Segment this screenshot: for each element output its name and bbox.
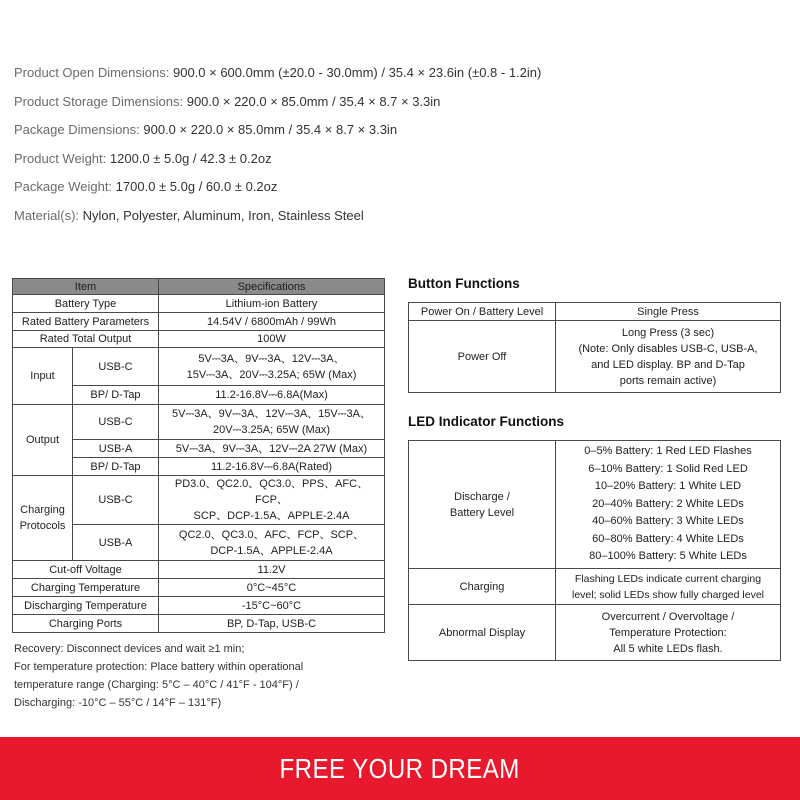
table-row: [13, 331, 385, 348]
discharging-temperature-label: Discharging Temperature: [13, 597, 159, 615]
header-specifications: Specifications: [159, 279, 385, 295]
input-bp-value: 11.2-16.8V⎓6.8A(Max): [159, 386, 385, 405]
charging-value: [556, 569, 781, 605]
abnormal-line: Overcurrent / Overvoltage /: [601, 610, 735, 623]
power-off-line: and LED display. BP and D-Tap: [591, 358, 745, 371]
recovery-notes: [14, 640, 394, 712]
input-usbc-label: USB-C: [73, 348, 159, 386]
output-usbc-value: [159, 405, 385, 440]
output-usbc-line: 5V⎓3A、9V⎓3A、12V⎓3A、15V⎓3A、: [172, 408, 371, 420]
charging-line: level; solid LEDs show fully charged level: [571, 588, 764, 601]
table-row: [13, 313, 385, 331]
note-line: For temperature protection: Place battery within operational: [14, 661, 304, 673]
rated-output-value: 100W: [159, 331, 385, 348]
specifications-table: [12, 278, 385, 633]
table-row: [409, 605, 781, 661]
output-usba-value: 5V⎓3A、9V⎓3A、12V⎓2A 27W (Max): [159, 440, 385, 458]
table-row: [409, 303, 781, 321]
abnormal-display-value: [556, 605, 781, 661]
led-functions-title: LED Indicator Functions: [408, 414, 565, 429]
discharge-line: 40–60% Battery: 3 White LEDs: [592, 515, 744, 528]
charging-temperature-value: 0°C~45°C: [159, 579, 385, 597]
power-off-line: ports remain active): [619, 374, 717, 387]
table-row: [13, 348, 385, 386]
rated-output-label: Rated Total Output: [13, 331, 159, 348]
cutoff-voltage-value: 11.2V: [159, 561, 385, 579]
note-line: temperature range (Charging: 5°C – 40°C / 41°F - 104°F) /: [14, 679, 299, 691]
button-functions-table: [408, 302, 781, 393]
abnormal-line: All 5 white LEDs flash.: [613, 642, 723, 655]
table-row: [13, 597, 385, 615]
header-item: Item: [13, 279, 159, 295]
discharge-line: 60–80% Battery: 4 White LEDs: [592, 532, 744, 545]
banner-slogan: FREE YOUR DREAM: [279, 752, 521, 784]
package-weight-line: Package Weight: 1700.0 ± 5.0g / 60.0 ± 0.2oz: [14, 179, 278, 195]
bottom-banner: [0, 737, 800, 800]
discharge-label-line: Battery Level: [449, 506, 515, 519]
input-bp-label: BP/ D-Tap: [73, 386, 159, 405]
discharge-label-line: Discharge /: [454, 490, 510, 503]
battery-type-label: Battery Type: [13, 295, 159, 313]
button-functions-title: Button Functions: [408, 276, 520, 291]
power-on-value: Single Press: [556, 303, 781, 321]
charging-temperature-label: Charging Temperature: [13, 579, 159, 597]
charging-protocols-line: Charging: [20, 504, 65, 516]
table-row: [409, 441, 781, 569]
package-dimensions-line: Package Dimensions: 900.0 × 220.0 × 85.0mm / 35.4 × 8.7 × 3.3in: [14, 122, 398, 138]
table-row: [409, 569, 781, 605]
product-dimensions: [14, 62, 541, 234]
abnormal-display-label: Abnormal Display: [409, 605, 556, 661]
charging-protocols-label: [13, 476, 73, 561]
open-dimensions-line: Product Open Dimensions: 900.0 × 600.0mm (±20.0 - 30.0mm) / 35.4 × 23.6in (±0.8 - 1.2in): [14, 65, 542, 80]
power-off-line: (Note: Only disables USB-C, USB-A,: [578, 342, 758, 355]
table-row: [13, 561, 385, 579]
power-on-label: Power On / Battery Level: [409, 303, 556, 321]
discharge-line: 80–100% Battery: 5 White LEDs: [589, 550, 747, 563]
protocols-usbc-label: USB-C: [73, 476, 159, 525]
note-line: Discharging: -10°C – 55°C / 14°F – 131°F): [14, 697, 222, 709]
materials-line: Material(s): Nylon, Polyester, Aluminum, Iron, Stainless Steel: [14, 207, 364, 223]
abnormal-line: Temperature Protection:: [609, 626, 727, 639]
input-usbc-line: 5V⎓3A、9V⎓3A、12V⎓3A、: [198, 352, 345, 365]
output-label: Output: [13, 405, 73, 476]
charging-protocols-line: Protocols: [19, 520, 66, 532]
protocols-usba-value: [159, 525, 385, 561]
storage-dimensions-line: Product Storage Dimensions: 900.0 × 220.0 × 85.0mm / 35.4 × 8.7 × 3.3in: [14, 93, 441, 109]
spec-header-row: [13, 279, 385, 295]
cutoff-voltage-label: Cut-off Voltage: [13, 561, 159, 579]
output-usba-label: USB-A: [73, 440, 159, 458]
table-row: [13, 615, 385, 633]
discharge-line: 10–20% Battery: 1 White LED: [594, 480, 742, 493]
discharge-line: 20–40% Battery: 2 White LEDs: [592, 497, 744, 510]
power-off-line: Long Press (3 sec): [621, 326, 715, 339]
charging-ports-label: Charging Ports: [13, 615, 159, 633]
table-row: [409, 321, 781, 393]
protocols-usba-line: DCP-1.5A、APPLE-2.4A: [210, 544, 333, 557]
rated-params-value: 14.54V / 6800mAh / 99Wh: [159, 313, 385, 331]
table-row: [13, 295, 385, 313]
discharge-value: [556, 441, 781, 569]
power-off-label: Power Off: [409, 321, 556, 393]
discharge-line: 6–10% Battery: 1 Solid Red LED: [588, 462, 748, 475]
input-label: Input: [13, 348, 73, 405]
power-off-value: [556, 321, 781, 393]
table-row: [13, 579, 385, 597]
discharge-label: [409, 441, 556, 569]
discharging-temperature-value: -15°C~60°C: [159, 597, 385, 615]
rated-params-label: Rated Battery Parameters: [13, 313, 159, 331]
protocols-usbc-line: SCP、DCP-1.5A、APPLE-2.4A: [193, 510, 350, 522]
output-usbc-line: 20V⎓3.25A; 65W (Max): [213, 424, 330, 436]
input-usbc-value: [159, 348, 385, 386]
table-row: [13, 476, 385, 525]
protocols-usba-line: QC2.0、QC3.0、AFC、FCP、SCP、: [178, 528, 365, 541]
protocols-usbc-value: [159, 476, 385, 525]
discharge-line: 0–5% Battery: 1 Red LED Flashes: [584, 444, 752, 457]
led-functions-table: [408, 440, 781, 661]
protocols-usbc-line: PD3.0、QC2.0、QC3.0、PPS、AFC、FCP、: [174, 478, 369, 506]
product-weight-line: Product Weight: 1200.0 ± 5.0g / 42.3 ± 0.2oz: [14, 150, 272, 166]
battery-type-value: Lithium-ion Battery: [159, 295, 385, 313]
output-usbc-label: USB-C: [73, 405, 159, 440]
input-usbc-line: 15V⎓3A、20V⎓3.25A; 65W (Max): [186, 368, 357, 381]
protocols-usba-label: USB-A: [73, 525, 159, 561]
charging-ports-value: BP, D-Tap, USB-C: [159, 615, 385, 633]
output-bp-value: 11.2-16.8V⎓6.8A(Rated): [159, 458, 385, 476]
charging-line: Flashing LEDs indicate current charging: [574, 572, 762, 585]
note-line: Recovery: Disconnect devices and wait ≥1 min;: [14, 643, 245, 655]
table-row: [13, 405, 385, 440]
charging-label: Charging: [409, 569, 556, 605]
output-bp-label: BP/ D-Tap: [73, 458, 159, 476]
